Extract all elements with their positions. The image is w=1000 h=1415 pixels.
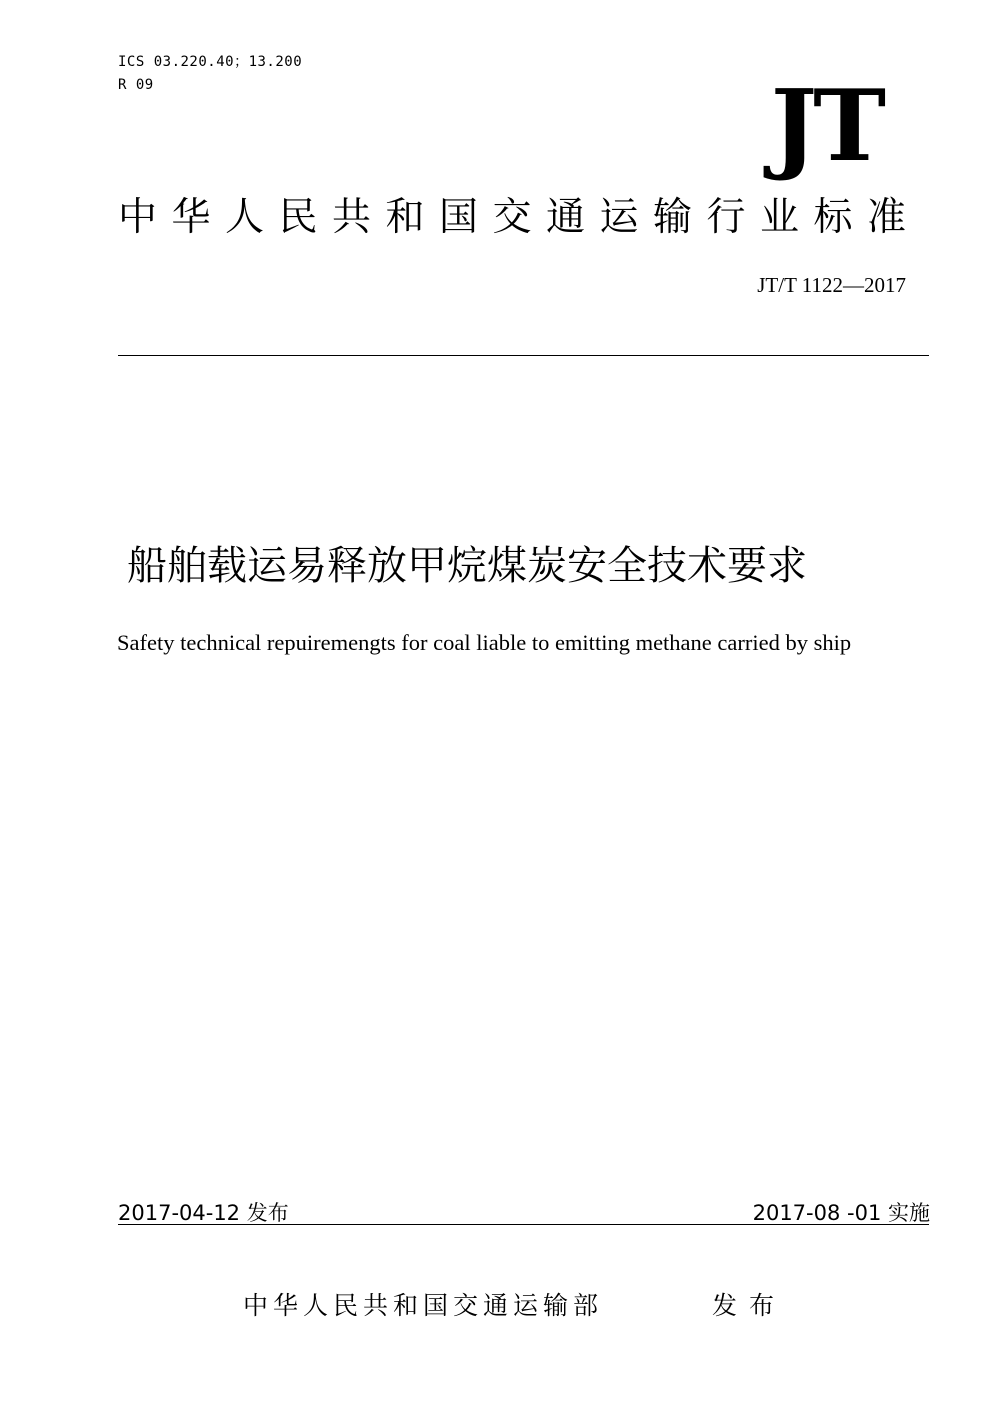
header-divider (118, 355, 929, 356)
industry-standard-title: 中华人民共和国交通运输行业标准 (118, 195, 921, 240)
classification-code: R 09 (118, 77, 154, 93)
issue-label: 发布 (712, 1291, 787, 1320)
issuing-authority: 中华人民共和国交通运输部 (243, 1291, 604, 1320)
jt-logo: JT (770, 69, 882, 184)
publication-date: 2017-04-12 发布 (118, 1201, 289, 1225)
standard-number: JT/T 1122—2017 (757, 273, 906, 297)
implementation-date: 2017-08 -01 实施 (752, 1201, 930, 1225)
ics-code: ICS 03.220.40；13.200 (118, 54, 303, 70)
document-title-english: Safety technical repuiremengts for coal liable to emitting methane carried by ship (117, 630, 852, 655)
footer-divider (118, 1224, 929, 1225)
document-title-chinese: 船舶载运易释放甲烷煤炭安全技术要求 (127, 543, 807, 589)
